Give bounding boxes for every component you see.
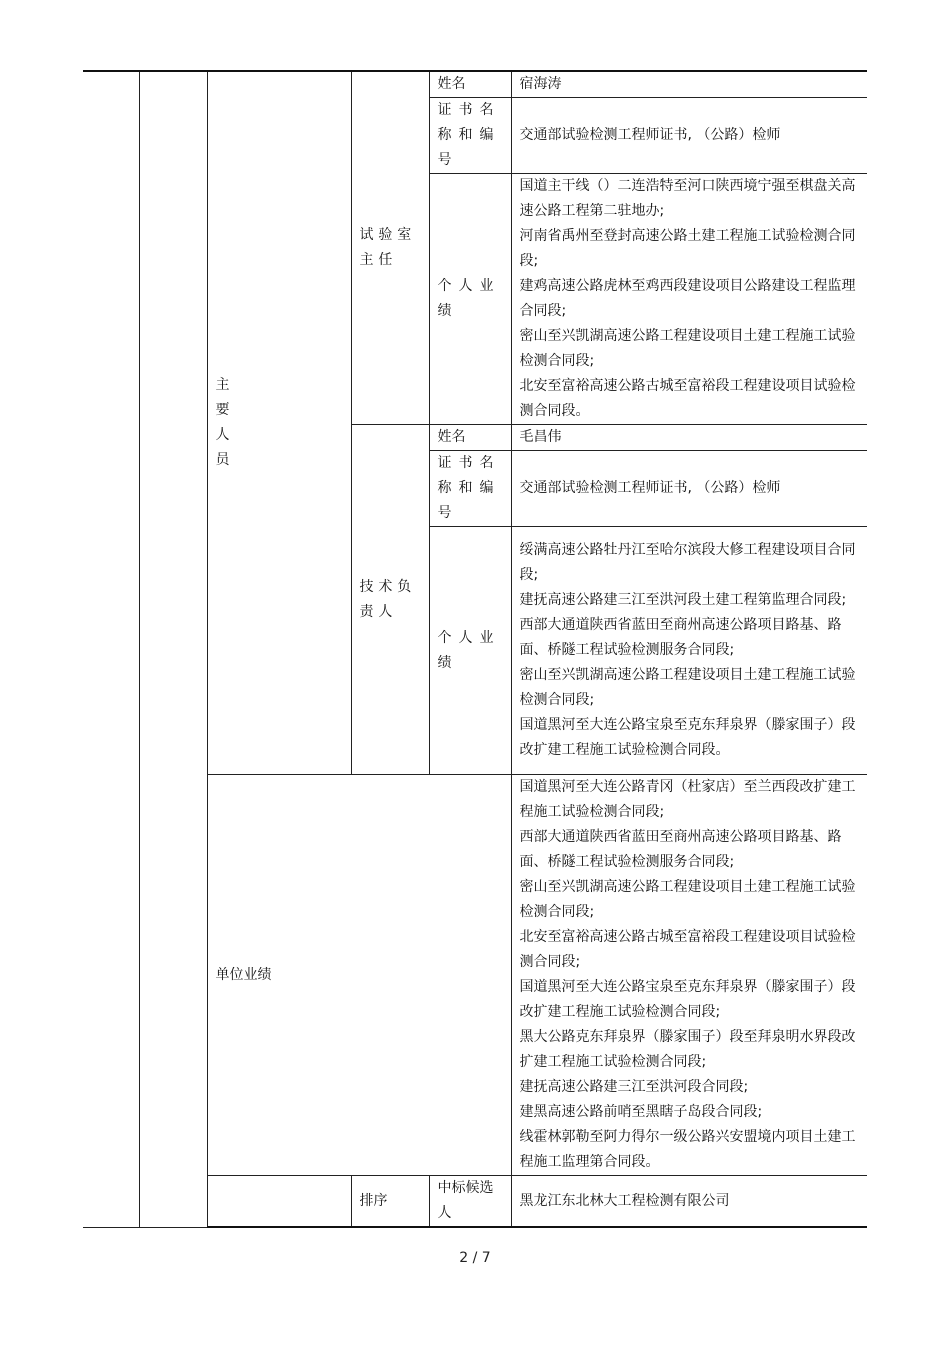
achievement-item: 国道主干线（）二连浩特至河口陕西境宁强至棋盘关高速公路工程第二驻地办; — [519, 178, 856, 219]
achievements-label: 个人业绩 — [429, 174, 511, 425]
cert-label: 证书名称和编号 — [429, 98, 511, 174]
unit-performance-item: 北安至富裕高速公路古城至富裕段工程建设项目试验检测合同段; — [519, 929, 856, 970]
achievement-item: 绥满高速公路牡丹江至哈尔滨段大修工程建设项目合同段; — [519, 542, 856, 583]
person-achievements — [511, 174, 867, 425]
achievement-item: 密山至兴凯湖高速公路工程建设项目土建工程施工试验检测合同段; — [519, 328, 856, 369]
blank-column-cell — [207, 1176, 351, 1228]
cert-label: 证书名称和编号 — [429, 451, 511, 527]
unit-performance-label: 单位业绩 — [207, 775, 511, 1176]
achievement-item: 北安至富裕高速公路古城至富裕段工程建设项目试验检测合同段。 — [519, 378, 856, 419]
unit-performance-list — [511, 775, 867, 1176]
unit-performance-item: 建抚高速公路建三江至洪河段合同段; — [519, 1079, 749, 1095]
person-name: 宿海涛 — [511, 71, 867, 98]
bid-candidate-table — [83, 70, 867, 1228]
candidate-label: 中标候选人 — [429, 1176, 511, 1228]
name-label: 姓名 — [429, 71, 511, 98]
person-cert: 交通部试验检测工程师证书, （公路）检师 — [511, 451, 867, 527]
unit-performance-item: 国道黑河至大连公路宝泉至克东拜泉界（滕家围子）段改扩建工程施工试验检测合同段; — [519, 979, 856, 1020]
unit-performance-item: 国道黑河至大连公路青冈（杜家店）至兰西段改扩建工程施工试验检测合同段; — [519, 779, 856, 820]
achievement-item: 密山至兴凯湖高速公路工程建设项目土建工程施工试验检测合同段; — [519, 667, 856, 708]
main-personnel-label: 主要人员 — [207, 71, 351, 775]
achievement-item: 建抚高速公路建三江至洪河段土建工程第监理合同段; — [519, 592, 847, 608]
unit-performance-item: 密山至兴凯湖高速公路工程建设项目土建工程施工试验检测合同段; — [519, 879, 856, 920]
unit-performance-item: 黑大公路克东拜泉界（滕家围子）段至拜泉明水界段改扩建工程施工试验检测合同段; — [519, 1029, 856, 1070]
achievements-label: 个人业绩 — [429, 527, 511, 775]
candidate-name: 黑龙江东北林大工程检测有限公司 — [511, 1176, 867, 1228]
unit-performance-item: 线霍林郭勒至阿力得尔一级公路兴安盟境内项目土建工程施工监理第合同段。 — [519, 1129, 856, 1170]
person-role: 试验室主任 — [351, 71, 429, 425]
unit-performance-item: 建黑高速公路前哨至黑瞎子岛段合同段; — [519, 1104, 763, 1120]
blank-column-cell — [83, 71, 139, 1227]
achievement-item: 国道黑河至大连公路宝泉至克东拜泉界（滕家围子）段改扩建工程施工试验检测合同段。 — [519, 717, 856, 758]
name-label: 姓名 — [429, 425, 511, 451]
achievement-item: 河南省禹州至登封高速公路土建工程施工试验检测合同段; — [519, 228, 856, 269]
person-cert: 交通部试验检测工程师证书, （公路）检师 — [511, 98, 867, 174]
page-number: 2 / 7 — [459, 1250, 491, 1266]
ranking-label: 排序 — [351, 1176, 429, 1228]
achievement-item: 西部大通道陕西省蓝田至商州高速公路项目路基、路面、桥隧工程试验检测服务合同段; — [519, 617, 842, 658]
person-role: 技术负责人 — [351, 425, 429, 775]
blank-column-cell — [139, 71, 207, 1227]
unit-performance-item: 西部大通道陕西省蓝田至商州高速公路项目路基、路面、桥隧工程试验检测服务合同段; — [519, 829, 842, 870]
achievement-item: 建鸡高速公路虎林至鸡西段建设项目公路建设工程监理合同段; — [519, 278, 856, 319]
person-name: 毛昌伟 — [511, 425, 867, 451]
person-achievements — [511, 527, 867, 775]
